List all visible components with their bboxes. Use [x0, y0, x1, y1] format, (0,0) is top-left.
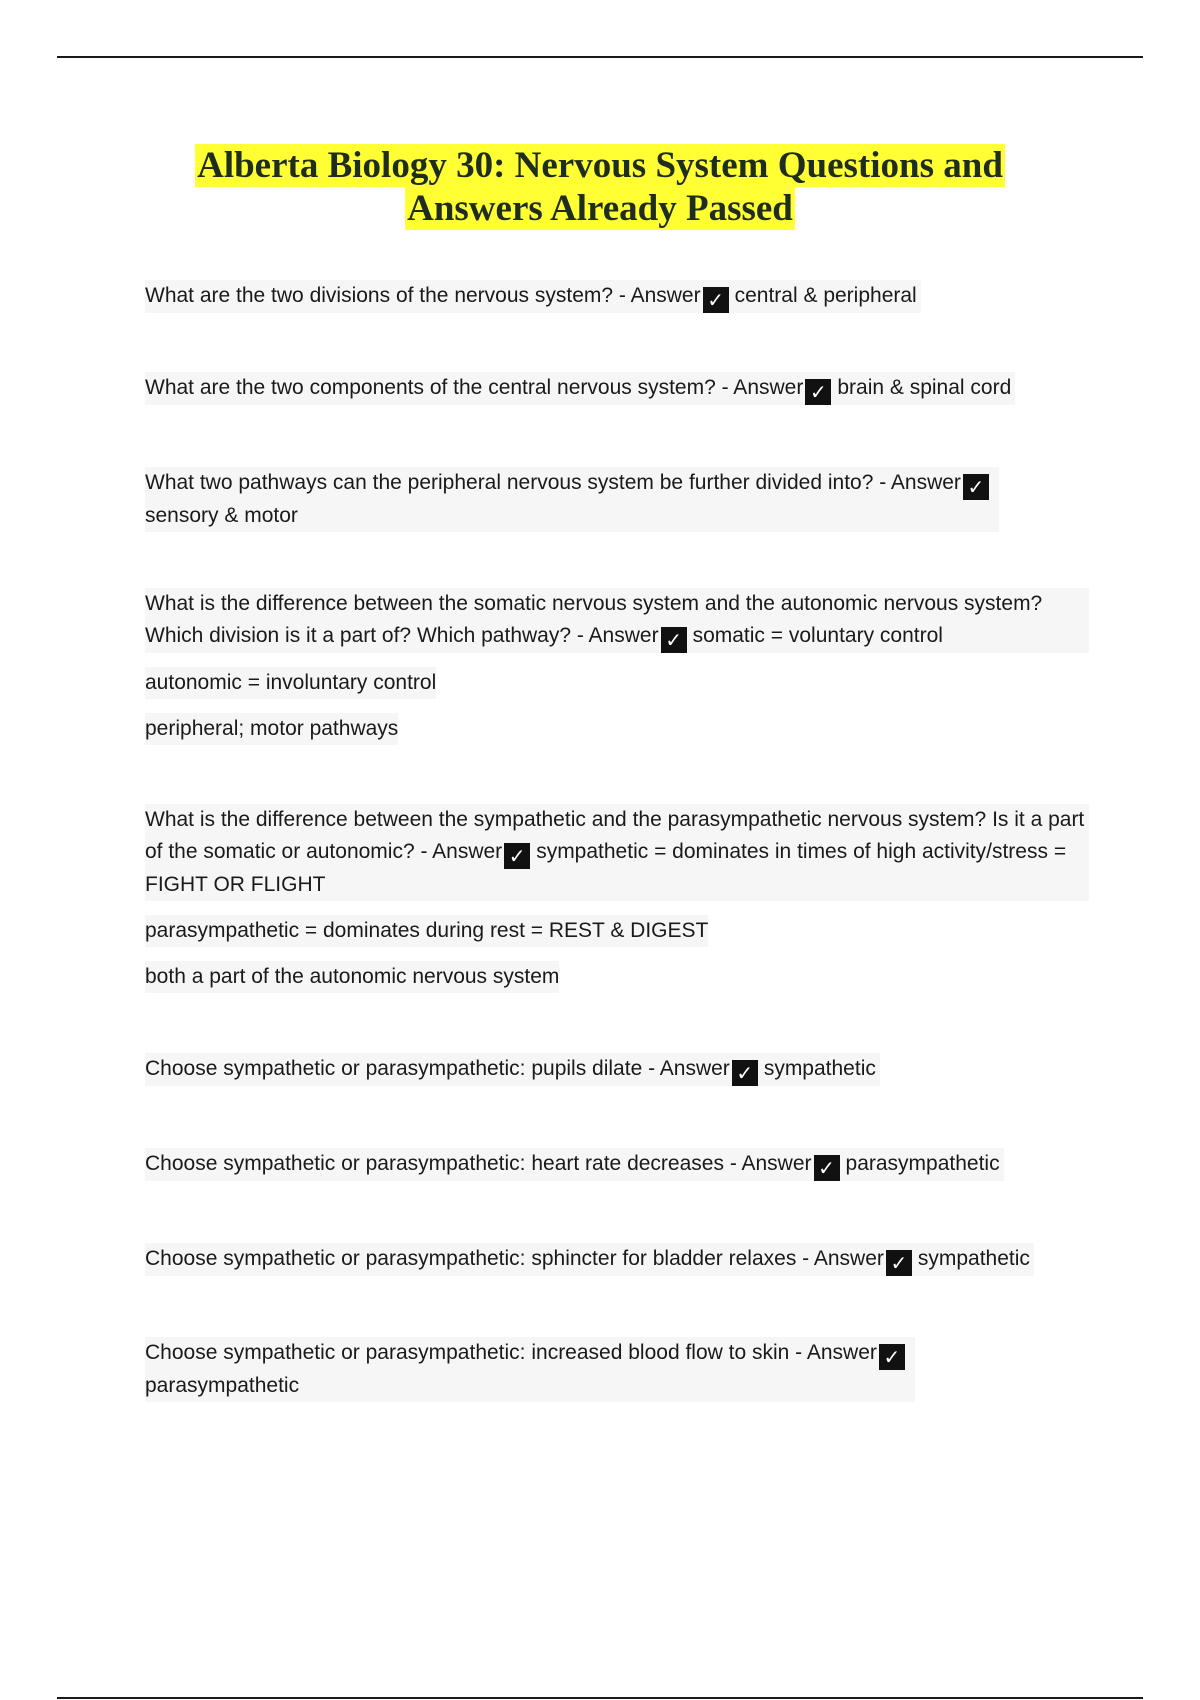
answer-text: sympathetic	[917, 1247, 1030, 1270]
answer-extra-line: autonomic = involuntary control	[145, 667, 436, 699]
question-text: Choose sympathetic or parasympathetic: sphincter for bladder relaxes	[145, 1247, 797, 1270]
answer-text: somatic = voluntary control	[692, 624, 943, 647]
answer-text: parasympathetic	[845, 1152, 1000, 1175]
qa-text	[145, 1243, 1034, 1276]
question-text: What is the difference between the sympathetic and the parasympathetic nervous system? Is it a part of the somatic or autonomic?	[145, 808, 1085, 863]
checkmark-box-icon: ✓	[504, 843, 530, 869]
question-text: What are the two components of the central nervous system?	[145, 376, 716, 399]
answer-text: sensory & motor	[145, 504, 298, 527]
answer-label: - Answer	[802, 1247, 884, 1270]
qa-text	[145, 467, 999, 532]
title-line-2: Answers Already Passed	[407, 188, 793, 229]
qa-item-5	[145, 804, 1085, 993]
qa-item-7	[145, 1148, 1085, 1181]
answer-extra-line: peripheral; motor pathways	[145, 713, 398, 745]
answer-text: sympathetic = dominates in times of high activity/stress = FIGHT OR FLIGHT	[145, 840, 1067, 896]
answer-extra-line: both a part of the autonomic nervous system	[145, 961, 559, 993]
question-text: What are the two divisions of the nervous system?	[145, 284, 614, 307]
answer-label: - Answer	[879, 471, 961, 494]
answer-label: - Answer	[729, 1152, 812, 1175]
qa-text	[145, 372, 1015, 405]
qa-text	[145, 1148, 1004, 1181]
answer-text: parasympathetic	[145, 1374, 300, 1397]
checkmark-box-icon: ✓	[963, 474, 989, 500]
answer-label: - Answer	[420, 840, 503, 863]
answer-text: brain & spinal cord	[837, 376, 1012, 399]
checkmark-box-icon: ✓	[703, 287, 729, 313]
question-text: Choose sympathetic or parasympathetic: increased blood flow to skin	[145, 1341, 790, 1364]
checkmark-box-icon: ✓	[732, 1060, 758, 1086]
qa-item-2	[145, 372, 1085, 405]
qa-item-8	[145, 1243, 1085, 1276]
answer-extra-line: parasympathetic = dominates during rest = REST & DIGEST	[145, 915, 708, 947]
question-text: What is the difference between the somatic nervous system and the autonomic nervous system? Which division is it a part of? Which pathway?	[145, 592, 1043, 647]
checkmark-box-icon: ✓	[661, 627, 687, 653]
qa-text	[145, 804, 1089, 901]
qa-text	[145, 1053, 880, 1086]
answer-label: - Answer	[795, 1341, 877, 1364]
question-text: What two pathways can the peripheral nervous system be further divided into?	[145, 471, 874, 494]
qa-text	[145, 280, 921, 313]
qa-text	[145, 588, 1089, 653]
answer-label: - Answer	[618, 284, 701, 307]
qa-text	[145, 1337, 915, 1402]
top-rule	[57, 56, 1143, 58]
bottom-rule	[57, 1697, 1143, 1699]
answer-text: central & peripheral	[734, 284, 917, 307]
qa-item-6	[145, 1053, 1085, 1086]
answer-label: - Answer	[721, 376, 804, 399]
question-text: Choose sympathetic or parasympathetic: heart rate decreases	[145, 1152, 724, 1175]
question-text: Choose sympathetic or parasympathetic: pupils dilate	[145, 1057, 643, 1080]
checkmark-box-icon: ✓	[805, 379, 831, 405]
answer-text: sympathetic	[763, 1057, 876, 1080]
qa-item-4	[145, 588, 1085, 745]
qa-item-1	[145, 280, 1085, 313]
qa-item-3	[145, 467, 1085, 532]
checkmark-box-icon: ✓	[814, 1155, 840, 1181]
checkmark-box-icon: ✓	[879, 1344, 905, 1370]
answer-label: - Answer	[576, 624, 659, 647]
answer-label: - Answer	[648, 1057, 730, 1080]
qa-item-9	[145, 1337, 1085, 1402]
title-line-1: Alberta Biology 30: Nervous System Questions and	[197, 145, 1003, 186]
checkmark-box-icon: ✓	[886, 1250, 912, 1276]
document-title	[0, 144, 1200, 230]
